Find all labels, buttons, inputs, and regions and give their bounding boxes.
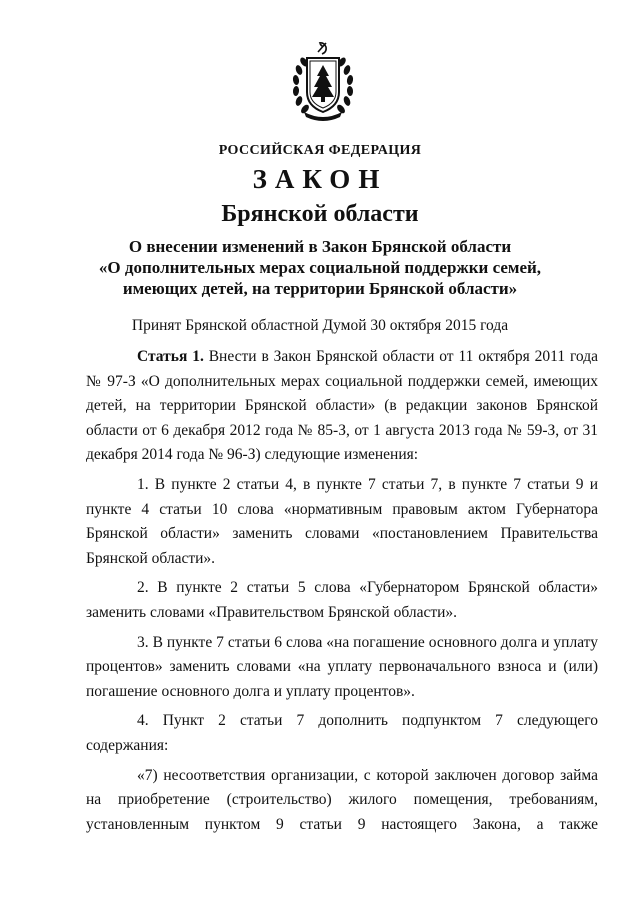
law-subtitle	[0, 236, 640, 299]
country-heading: РОССИЙСКАЯ ФЕДЕРАЦИЯ	[218, 143, 422, 158]
article-intro-paragraph	[86, 345, 598, 468]
document-type-heading: ЗАКОН	[252, 164, 388, 194]
law-body	[86, 345, 598, 842]
subtitle-line: «О дополнительных мерах социальной поддержки семей,	[98, 258, 542, 277]
article-intro-text: Внести в Закон Брянской области от 11 октября 2011 года № 97-З «О дополнительных мерах социальной поддержки семей, имеющих детей, на территории Брянской области» (в редакции законов Брянской области от 6 декабря 2012 года № 85-З, от 1 августа 2013 года № 59-З, от 31 декабря 2014 года № 96-З) следующие изменения:	[86, 348, 598, 464]
region-heading: Брянской области	[221, 201, 419, 227]
subtitle-line: имеющих детей, на территории Брянской области»	[122, 279, 518, 298]
subtitle-line: О внесении изменений в Закон Брянской области	[128, 237, 512, 256]
amendment-item: «7) несоответствия организации, с которой заключен договор займа на приобретение (строительство) жилого помещения, требованиям, установленным пунктом 9 статьи 9 настоящего Закона, а также	[86, 766, 598, 833]
amendment-item: 3. В пункте 7 статьи 6 слова «на погашение основного долга и уплату процентов» заменить словами «на уплату первоначального взноса и (или) погашение основного долга и уплату процентов».	[86, 633, 598, 700]
amendment-item: 4. Пункт 2 статьи 7 дополнить подпунктом 7 следующего содержания:	[86, 712, 598, 754]
article-label: Статья 1.	[137, 348, 204, 365]
amendment-item: 1. В пункте 2 статьи 4, в пункте 7 статьи 7, в пункте 7 статьи 9 и пункте 4 статьи 10 слова «нормативным правовым актом Губернатора Брянской области» заменить словами «постановлением Правительства Брянской области».	[86, 475, 598, 567]
amendment-item: 2. В пункте 2 статьи 5 слова «Губернатором Брянской области» заменить словами «Правительством Брянской области».	[86, 579, 598, 621]
adoption-note: Принят Брянской областной Думой 30 октября 2015 года	[131, 317, 509, 334]
coat-of-arms-emblem	[290, 40, 356, 122]
